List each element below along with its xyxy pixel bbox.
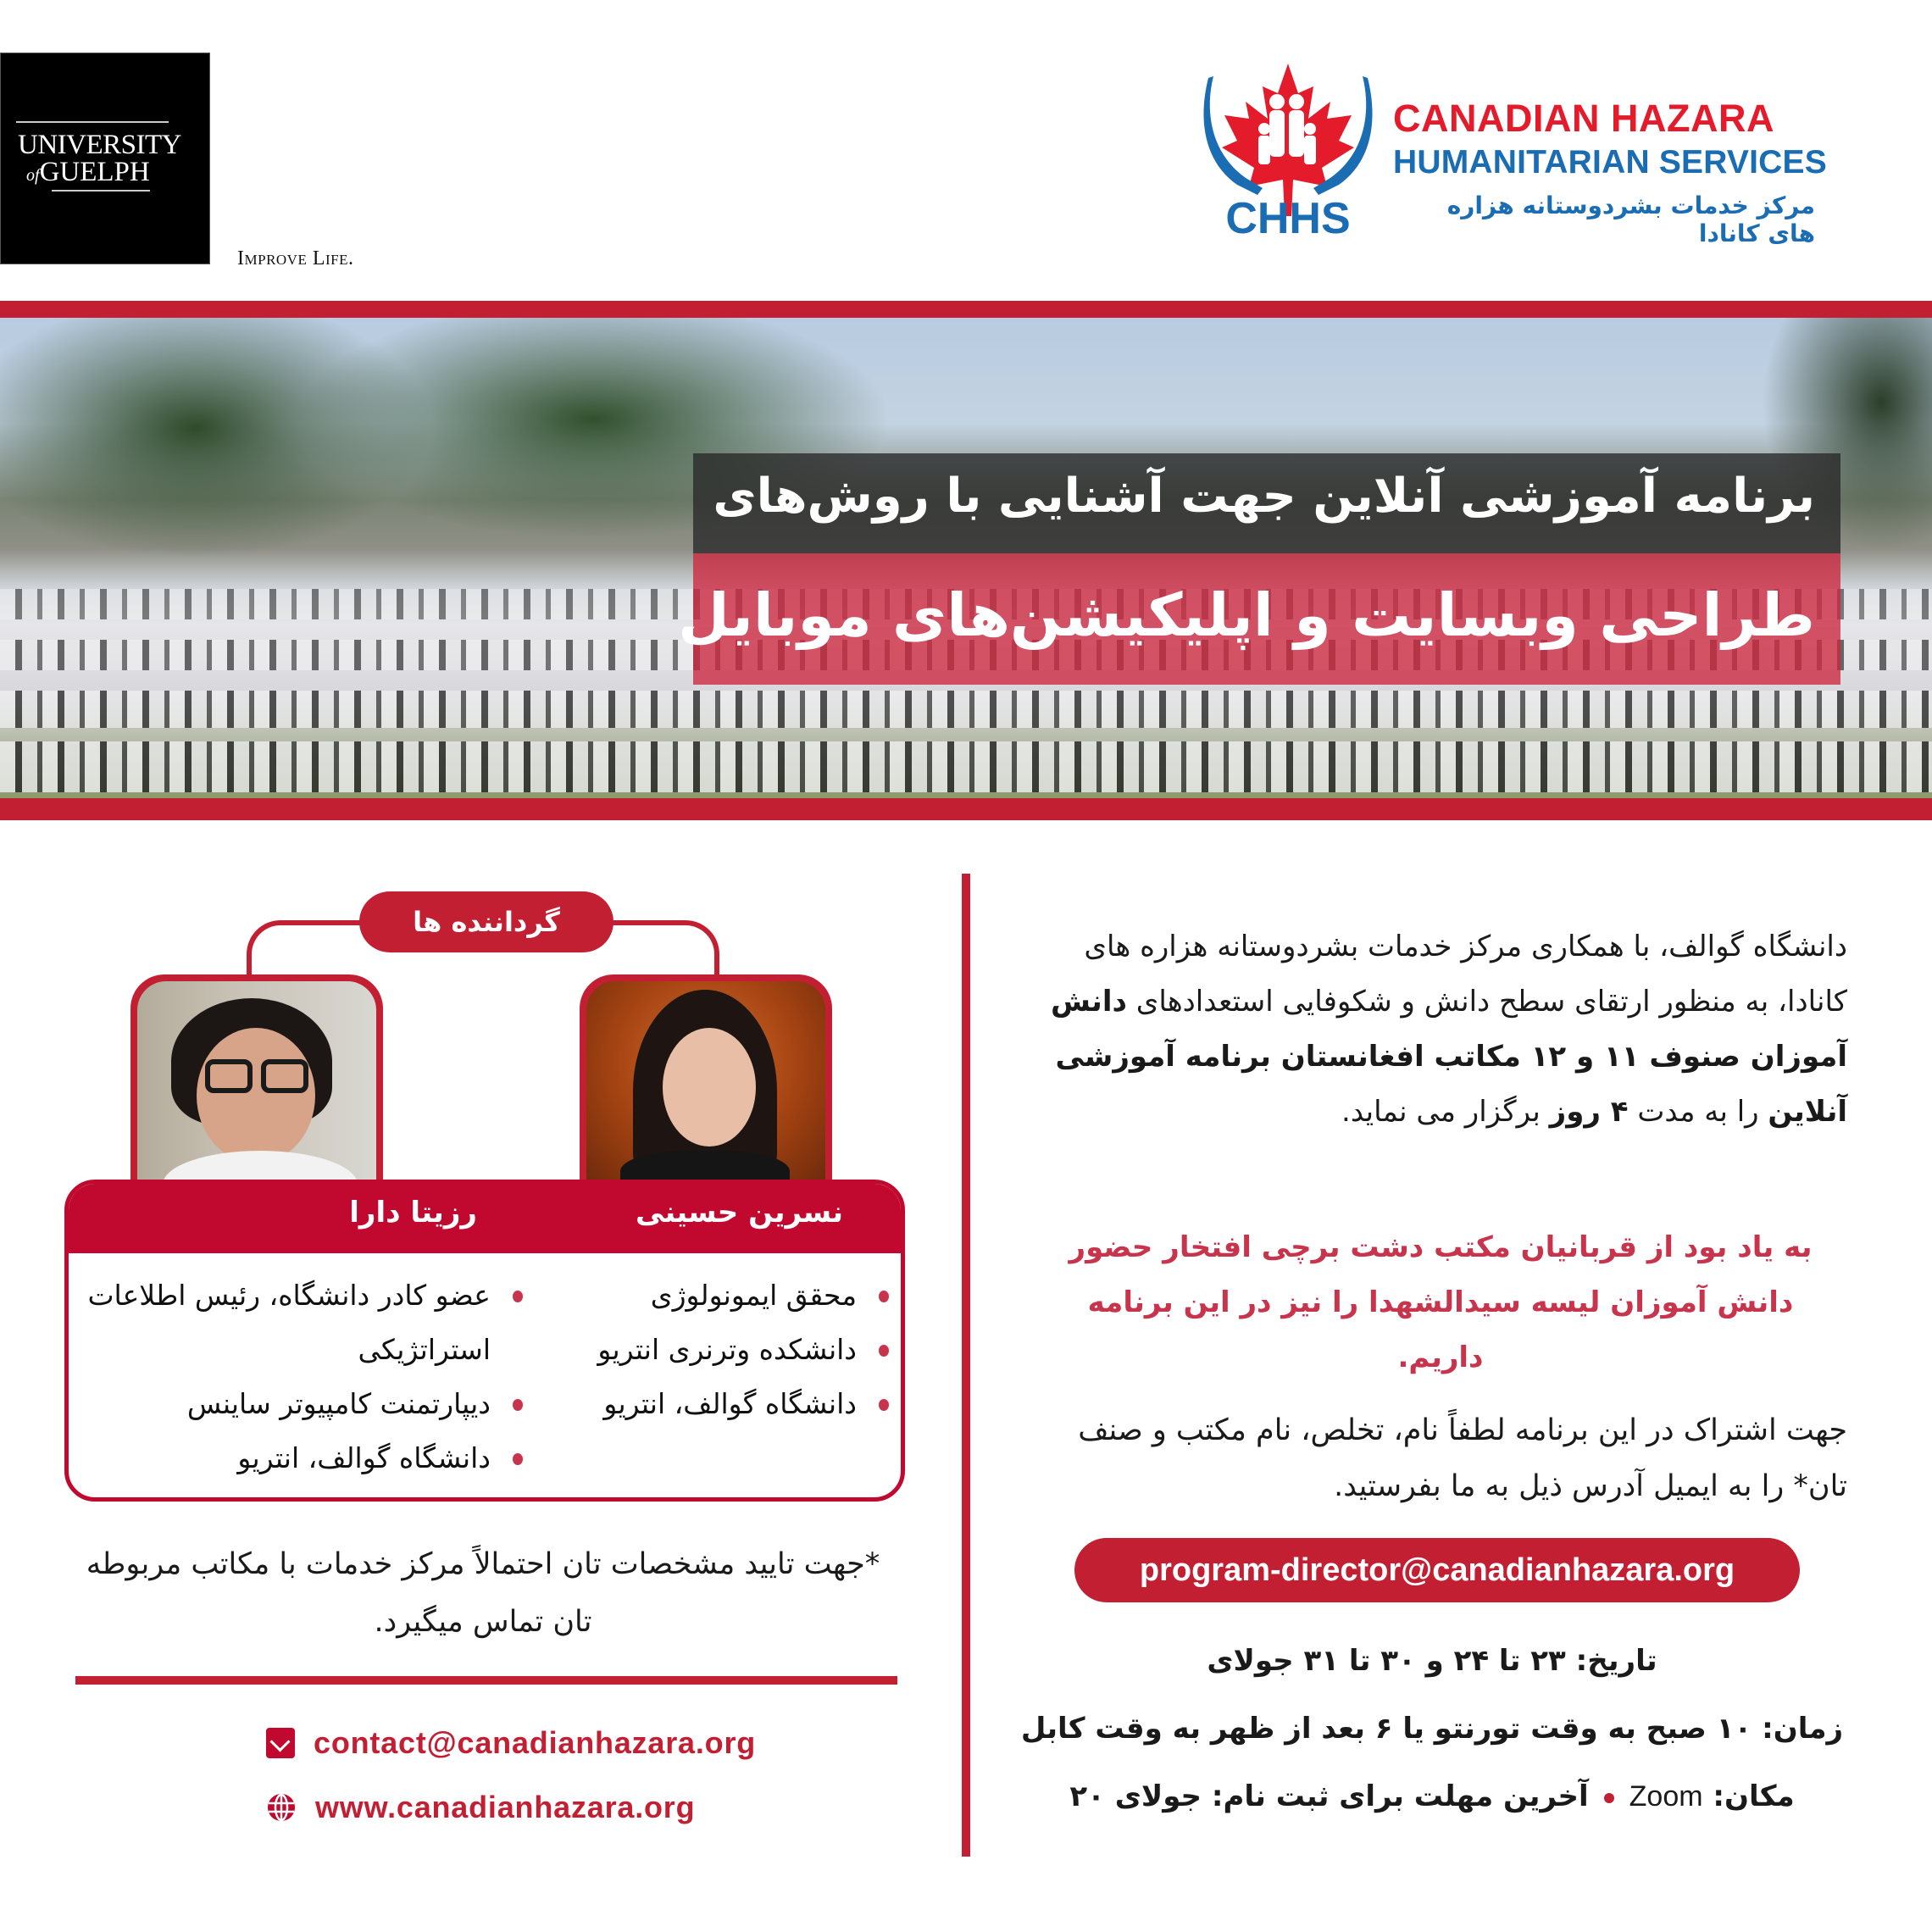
contact-email-link[interactable]: contact@canadianhazara.org xyxy=(314,1725,757,1760)
event-time: زمان: ۱۰ صبح به وقت تورنتو یا ۶ بعد از ظهر به وقت کابل xyxy=(1020,1712,1844,1746)
org-name-line1: CANADIAN HAZARA xyxy=(1393,97,1774,140)
logo-university-text: UNIVERSITY xyxy=(18,130,181,160)
registration-deadline: آخرین مهلت برای ثبت نام: جولای ۲۰ xyxy=(1069,1779,1589,1813)
contact-email-row[interactable] xyxy=(266,1722,756,1764)
hero-banner xyxy=(0,301,1932,820)
photo-detail xyxy=(0,741,1932,792)
event-details xyxy=(1017,1627,1847,1830)
glasses-icon xyxy=(205,1059,253,1093)
intro-bold-duration: ۴ روز xyxy=(1549,1095,1629,1129)
verification-note: *جهت تایید مشخصات تان احتمالاً مرکز خدمات با مکاتب مربوطه تان تماس میگیرد. xyxy=(86,1547,880,1639)
intro-text: دانشگاه گوالف، با همکاری مرکز خدمات بشردوستانه هزاره های کانادا، به منظور ارتقای سطح دانش و شکوفایی استعدادهای xyxy=(1084,930,1847,1019)
students-photo xyxy=(0,318,1932,798)
org-name-line2: HUMANITARIAN SERVICES xyxy=(1393,144,1827,180)
vertical-divider xyxy=(962,874,970,1857)
contact-website-row[interactable] xyxy=(266,1786,695,1829)
card-header xyxy=(69,1184,901,1253)
bio-item: محقق ایمونولوژی xyxy=(525,1269,889,1323)
facilitator-name: نسرین حسینی xyxy=(636,1196,843,1230)
facilitator-name: رزیتا دارا xyxy=(349,1196,477,1230)
photo-frame-nasrin xyxy=(580,974,832,1183)
program-email-link[interactable]: program-director@canadianhazara.org xyxy=(1074,1538,1800,1602)
event-place-deadline xyxy=(1017,1763,1847,1830)
logo-of-text: of xyxy=(26,166,40,185)
logo-guelph-text xyxy=(26,158,150,186)
chhs-acronym: CHHS xyxy=(1225,194,1351,237)
logo-guelph-word: GUELPH xyxy=(39,157,150,187)
glasses-icon xyxy=(261,1059,308,1093)
facilitator-bio-list xyxy=(525,1269,889,1431)
memorial-text: به یاد بود از قربانیان مکتب دشت برچی افتخار حضور دانش آموزان لیسه سیدالشهدا را نیز در این برنامه داریم. xyxy=(1069,1230,1813,1374)
shirt-shape xyxy=(163,1151,358,1183)
facilitators-card xyxy=(64,1180,905,1502)
place-label: مکان: xyxy=(1713,1779,1795,1813)
event-date: تاریخ: ۲۳ تا ۲۴ و ۳۰ تا ۳۱ جولای xyxy=(1207,1644,1657,1678)
intro-paragraph xyxy=(1034,919,1847,1140)
bio-item: دانشگاه گوالف، انتریو xyxy=(525,1377,889,1431)
logo-rule xyxy=(16,121,169,123)
intro-text: را به مدت xyxy=(1628,1095,1768,1129)
facilitator-photo-rezita-dara xyxy=(137,981,376,1183)
jacket-shape xyxy=(620,1151,790,1183)
horizontal-divider xyxy=(75,1676,897,1685)
facilitator-bio-list xyxy=(82,1269,523,1485)
intro-bold-audience: دانش آموزان صنوف ۱۱ و ۱۲ مکاتب افغانستان برنامه آموزشی آنلاین xyxy=(1051,985,1847,1129)
signup-instructions: جهت اشتراک در این برنامه لطفاً نام، تخلص، نام مکتب و صنف تان* را به ایمیل آدرس ذیل به ما بفرستید. xyxy=(1078,1413,1847,1503)
logo-rule xyxy=(52,190,150,192)
chhs-logo-icon xyxy=(1203,59,1373,237)
bio-item: دانشکده وترنری انتریو xyxy=(525,1323,889,1377)
title-box-dark xyxy=(693,453,1840,553)
facilitator-photo-nasrin-hosseini xyxy=(586,981,825,1183)
intro-text: برگزار می نماید. xyxy=(1341,1095,1550,1129)
website-link[interactable]: www.canadianhazara.org xyxy=(315,1790,696,1824)
connector-line xyxy=(247,920,365,978)
org-name-persian: مرکز خدمات بشردوستانه هزاره های کانادا xyxy=(1446,192,1815,247)
maple-leaf-icon xyxy=(1222,64,1354,216)
bio-item: دیپارتمنت کامپیوتر ساینس xyxy=(82,1377,523,1431)
envelope-icon xyxy=(266,1728,295,1758)
bio-item: دانشگاه گوالف، انتریو xyxy=(82,1431,523,1485)
banner-title-line1: برنامه آموزشی آنلاین جهت آشنایی با روش‌های xyxy=(713,469,1815,524)
connector-line xyxy=(608,920,719,978)
title-box-red xyxy=(678,553,1840,685)
face-shape xyxy=(663,1028,756,1146)
place-value: Zoom xyxy=(1629,1780,1703,1813)
university-of-guelph-logo xyxy=(0,53,210,264)
photo-detail xyxy=(0,691,1932,728)
bio-item: عضو کادر دانشگاه، رئیس اطلاعات استراتژیکی xyxy=(82,1269,523,1377)
separator-dot-icon xyxy=(1604,1793,1614,1803)
globe-icon xyxy=(266,1792,297,1823)
university-tagline: Improve Life. xyxy=(237,247,354,269)
photo-frame-rezita xyxy=(130,974,383,1183)
facilitators-heading: گرداننده ها xyxy=(359,891,613,952)
banner-title-line2: طراحی وبسایت و اپلیکیشن‌های موبایل xyxy=(678,580,1815,650)
face-shape xyxy=(197,1028,315,1163)
